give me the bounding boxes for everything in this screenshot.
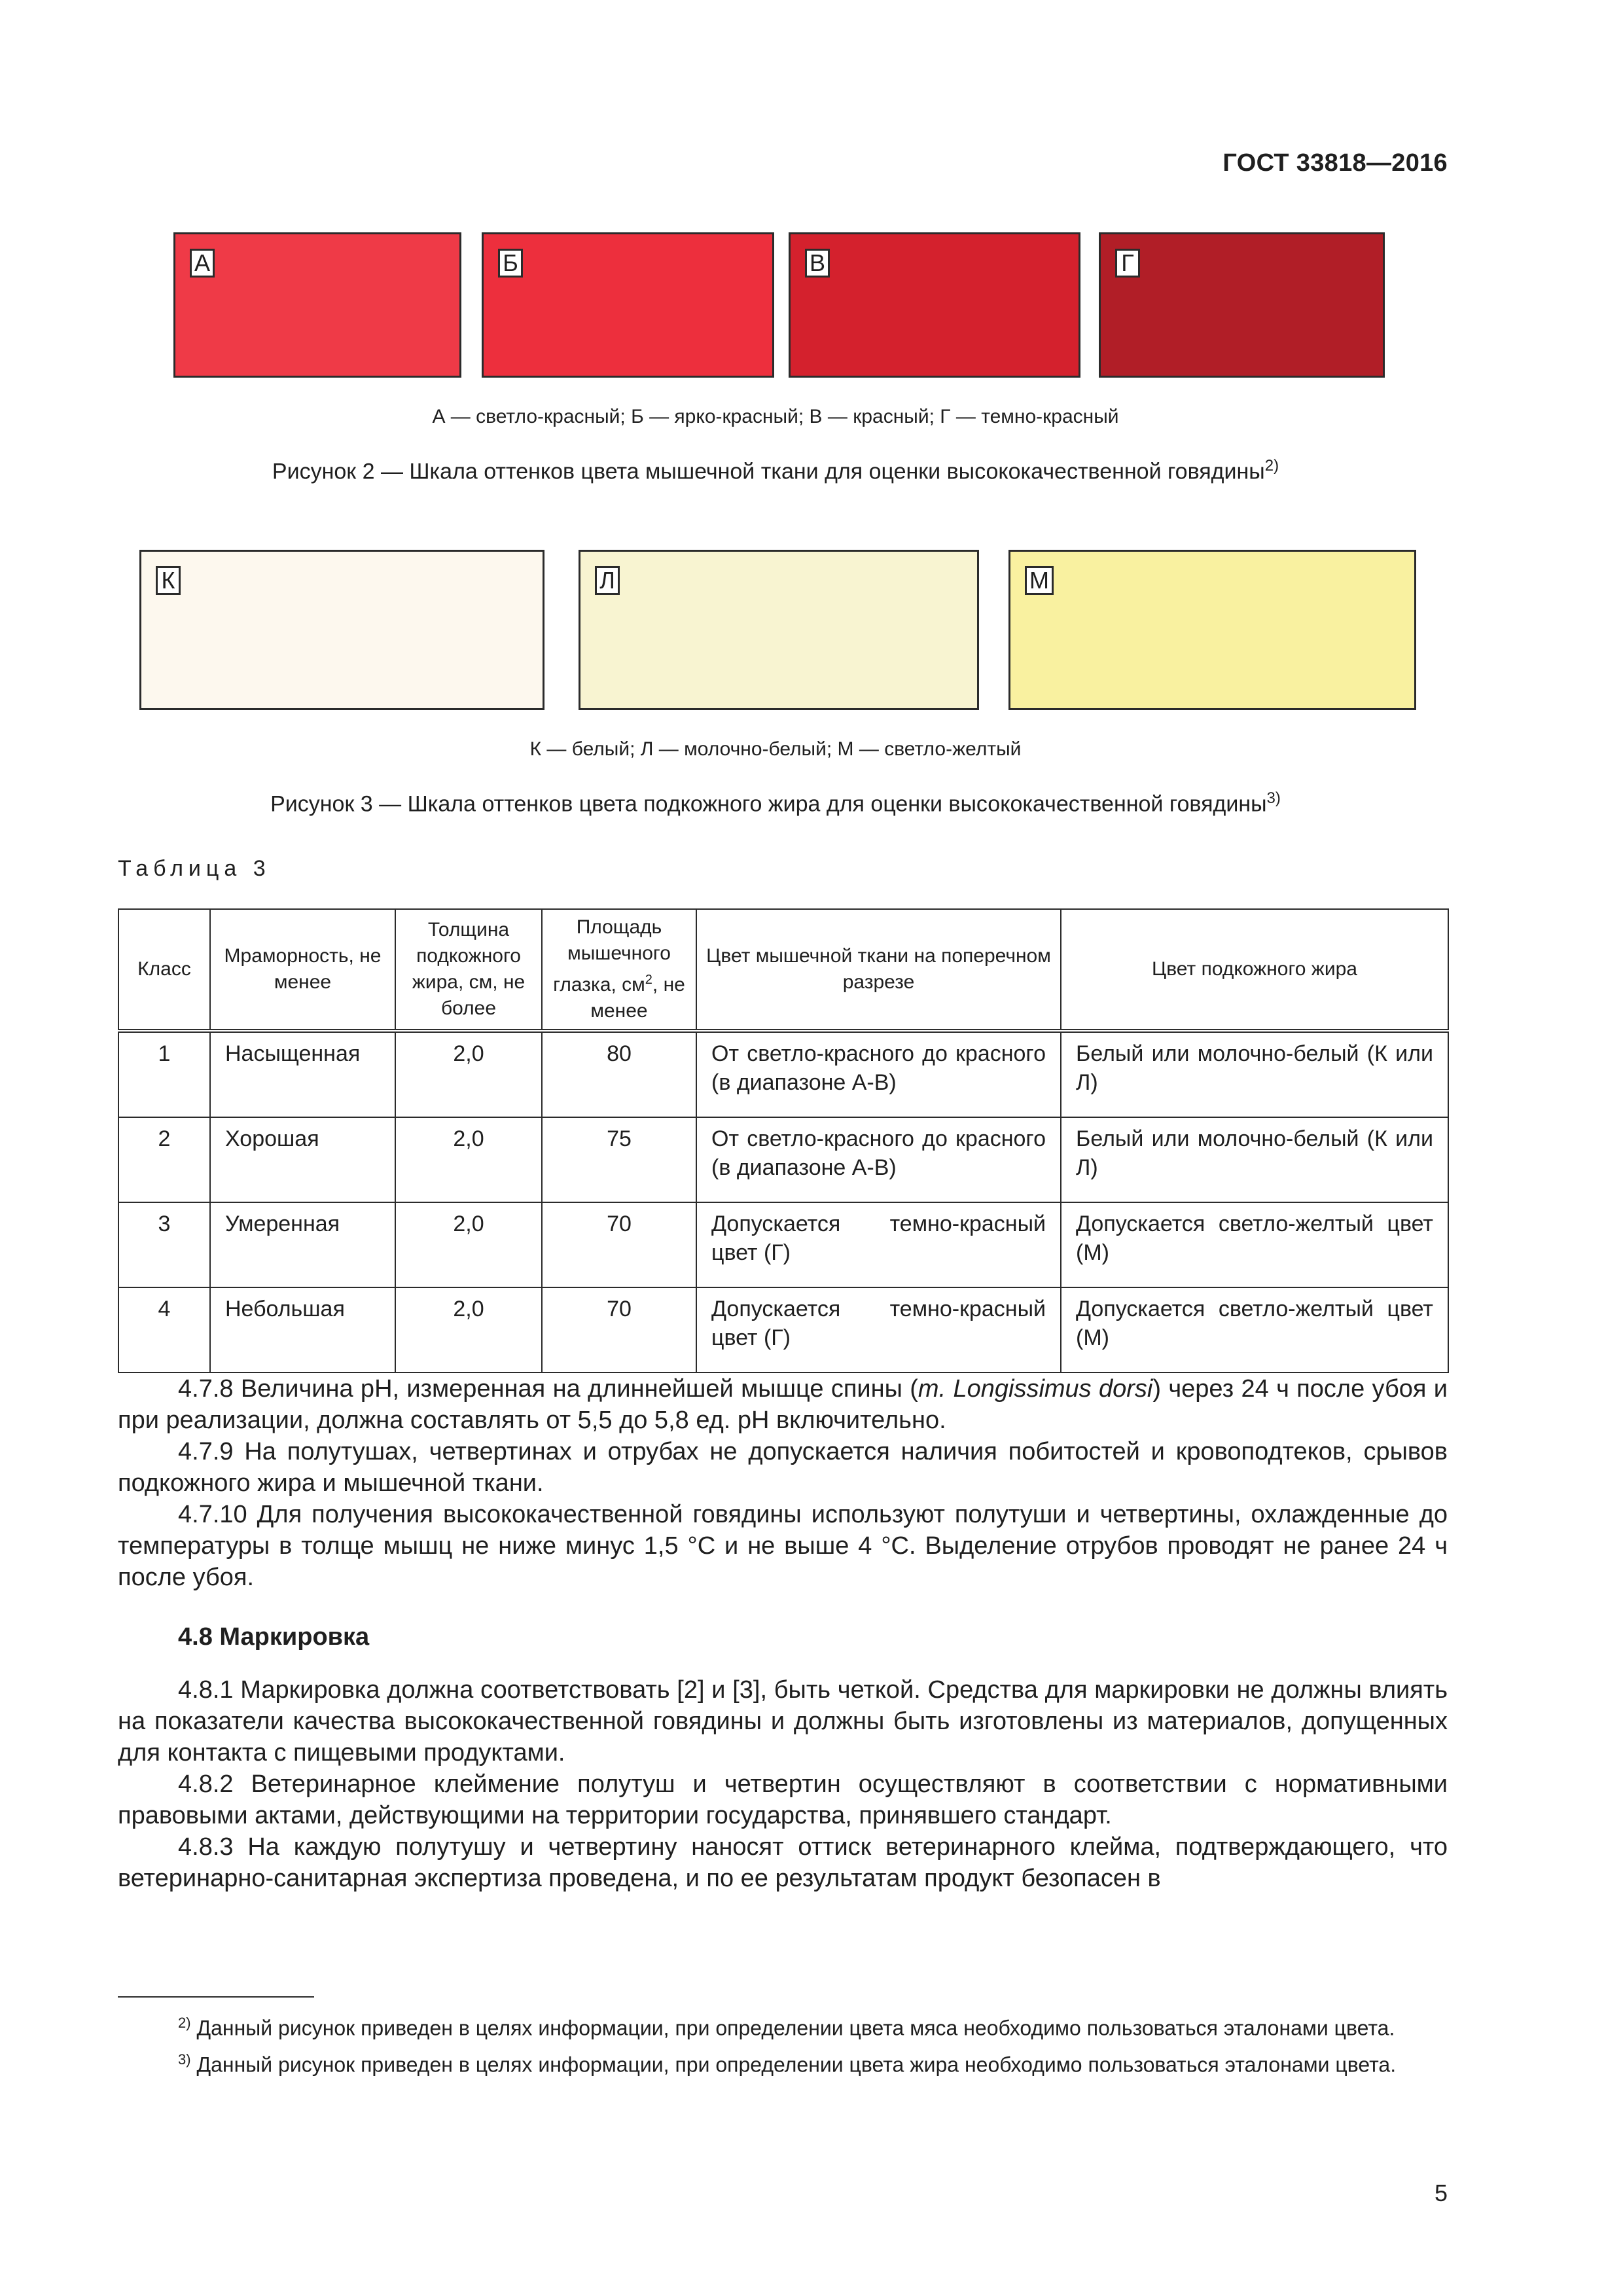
clause-4-8-1: 4.8.1 Маркировка должна соответствовать [2] и [3], быть четкой. Средства для маркировки не должны влиять на показатели качества высококачественной говядины и должны быть изготовлены из материалов, допущенных для контакта с пищевыми продуктами. <box>118 1676 1448 1767</box>
cell-fat-thickness: 2,0 <box>395 1031 542 1117</box>
cell-marbling: Хорошая <box>210 1117 395 1202</box>
cell-muscle-color: От светло-красного до красного (в диапазоне А-В) <box>696 1031 1061 1117</box>
column-header-text: Площадь мышечного глазка, см <box>553 916 671 996</box>
cell-fat-thickness: 2,0 <box>395 1117 542 1202</box>
clause-4-8-2: 4.8.2 Ветеринарное клеймение полутуш и четвертин осуществляют в соответствии с нормативными правовыми актами, действующими на территории государства, принявшего стандарт. <box>118 1770 1448 1829</box>
clause-text: 4.7.8 Величина pH, измеренная на длиннейшей мышце спины ( <box>178 1375 918 1403</box>
cell-class: 3 <box>118 1202 210 1287</box>
cell-muscle-color: Допускается темно-красный цвет (Г) <box>696 1287 1061 1372</box>
table-row <box>118 1117 1448 1202</box>
cell-marbling: Умеренная <box>210 1202 395 1287</box>
latin-muscle-name: m. Longissimus dorsi <box>918 1375 1153 1403</box>
footnote-mark: 3) <box>178 2051 191 2068</box>
footnote-mark: 2) <box>178 2015 191 2031</box>
cell-marbling: Небольшая <box>210 1287 395 1372</box>
clause-text: ) через 24 ч после убоя и при реализации, должна составлять от 5,5 до 5,8 ед. pH включительно. <box>118 1375 1448 1434</box>
figure2-caption-text: Рисунок 2 — Шкала оттенков цвета мышечной ткани для оценки высококачественной говядины <box>272 459 1265 484</box>
section-heading-4-8: 4.8 Маркировка <box>178 1623 370 1651</box>
swatch-g <box>1099 232 1385 378</box>
clause-4-7-10: 4.7.10 Для получения высококачественной говядины используют полутуши и четвертины, охлажденные до температуры в толще мышц не ниже минус 1,5 °С и не выше 4 °С. Выделение отрубов проводят не ранее 24 ч после убоя. <box>118 1501 1448 1591</box>
footnote-divider <box>118 1996 314 1998</box>
cell-muscle-color: От светло-красного до красного (в диапазоне А-В) <box>696 1117 1061 1202</box>
figure2-legend: А — светло-красный; Б — ярко-красный; В — красный; Г — темно-красный <box>432 406 1119 427</box>
swatch-letter: А <box>190 249 215 278</box>
swatch-l <box>579 550 979 710</box>
cell-eye-area: 80 <box>542 1031 696 1117</box>
cell-muscle-color: Допускается темно-красный цвет (Г) <box>696 1202 1061 1287</box>
column-header-tail: , не менее <box>590 974 685 1022</box>
cell-fat-color: Белый или молочно-белый (К или Л) <box>1061 1117 1448 1202</box>
column-header: Мраморность, не менее <box>210 909 395 1031</box>
table-title: Таблица 3 <box>118 856 271 881</box>
cell-class: 2 <box>118 1117 210 1202</box>
table-header-row <box>118 909 1448 1031</box>
table-row <box>118 1202 1448 1287</box>
quality-class-table <box>118 908 1449 1373</box>
footnote-2 <box>118 2009 1448 2042</box>
swatch-k <box>139 550 544 710</box>
cell-fat-color: Допускается светло-желтый цвет (М) <box>1061 1287 1448 1372</box>
body-section-4-8 <box>118 1674 1448 1894</box>
clause-4-7-8 <box>118 1373 1448 1436</box>
column-header: Толщина подкожного жира, см, не более <box>395 909 542 1031</box>
figure3-legend: К — белый; Л — молочно-белый; М — светло-желтый <box>529 738 1022 760</box>
clause-4-7-9: 4.7.9 На полутушах, четвертинах и отрубах не допускается наличия побитостей и кровоподтеков, срывов подкожного жира и мышечной ткани. <box>118 1438 1448 1497</box>
footnote-text: Данный рисунок приведен в целях информации, при определении цвета жира необходимо пользоваться эталонами цвета. <box>196 2053 1397 2077</box>
swatch-v <box>789 232 1080 378</box>
swatch-a <box>173 232 461 378</box>
column-header <box>542 909 696 1031</box>
swatch-letter: Б <box>498 249 523 278</box>
clause-4-8-3: 4.8.3 На каждую полутушу и четвертину наносят оттиск ветеринарного клейма, подтверждающего, что ветеринарно-санитарная экспертиза проведена, и по ее результатам продукт безопасен в <box>118 1833 1448 1892</box>
figure2-caption <box>118 457 1433 484</box>
cell-class: 4 <box>118 1287 210 1372</box>
footnote-ref: 2) <box>1264 457 1279 475</box>
footnote-3 <box>118 2046 1448 2079</box>
body-section-4-7 <box>118 1373 1448 1593</box>
swatch-letter: К <box>156 566 181 595</box>
figure3-caption-text: Рисунок 3 — Шкала оттенков цвета подкожного жира для оценки высококачественной говядины <box>270 791 1267 817</box>
document-code: ГОСТ 33818—2016 <box>1222 149 1448 177</box>
cell-fat-thickness: 2,0 <box>395 1287 542 1372</box>
cell-fat-color: Допускается светло-желтый цвет (М) <box>1061 1202 1448 1287</box>
column-header: Цвет мышечной ткани на поперечном разрезе <box>696 909 1061 1031</box>
swatch-letter: В <box>805 249 830 278</box>
footnote-text: Данный рисунок приведен в целях информации, при определении цвета мяса необходимо пользоваться эталонами цвета. <box>196 2016 1395 2040</box>
figure3-caption <box>118 789 1433 817</box>
unit-superscript: 2 <box>645 973 652 987</box>
table-row <box>118 1031 1448 1117</box>
cell-fat-color: Белый или молочно-белый (К или Л) <box>1061 1031 1448 1117</box>
swatch-letter: Л <box>595 566 620 595</box>
swatch-letter: М <box>1025 566 1054 595</box>
footnotes <box>118 2009 1448 2082</box>
cell-fat-thickness: 2,0 <box>395 1202 542 1287</box>
cell-eye-area: 70 <box>542 1287 696 1372</box>
page-number: 5 <box>1434 2179 1448 2206</box>
footnote-ref: 3) <box>1266 789 1281 807</box>
table-row <box>118 1287 1448 1372</box>
swatch-letter: Г <box>1115 249 1140 278</box>
cell-class: 1 <box>118 1031 210 1117</box>
swatch-b <box>482 232 774 378</box>
cell-eye-area: 70 <box>542 1202 696 1287</box>
column-header: Класс <box>118 909 210 1031</box>
swatch-m <box>1008 550 1416 710</box>
column-header: Цвет подкожного жира <box>1061 909 1448 1031</box>
cell-marbling: Насыщенная <box>210 1031 395 1117</box>
cell-eye-area: 75 <box>542 1117 696 1202</box>
